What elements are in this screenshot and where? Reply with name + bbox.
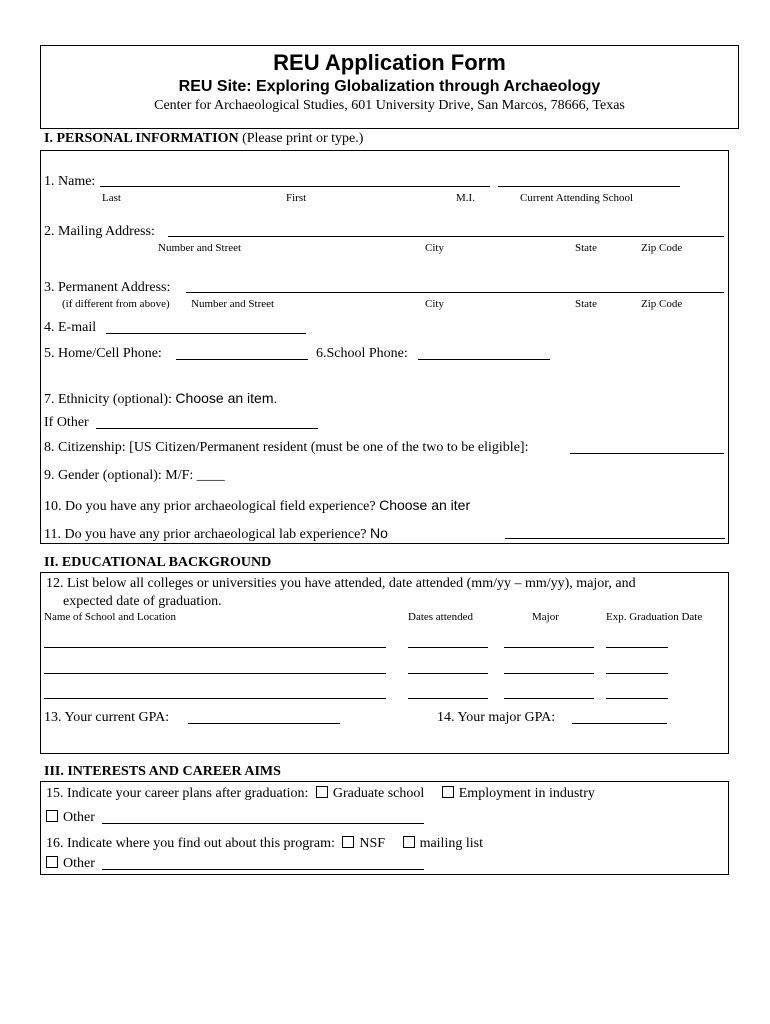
form-subtitle: REU Site: Exploring Globalization through Archaeology bbox=[178, 78, 601, 95]
q16-other-row bbox=[46, 856, 95, 872]
field-exp-row bbox=[44, 497, 470, 515]
section1-heading bbox=[44, 131, 363, 147]
lab-exp-dropdown[interactable]: No bbox=[370, 525, 388, 541]
school-row2-input[interactable] bbox=[44, 673, 386, 674]
permanent-state-caption: State bbox=[575, 298, 597, 310]
career-other-label: Other bbox=[63, 810, 95, 825]
col-school: Name of School and Location bbox=[44, 611, 176, 623]
mailing-list-label: mailing list bbox=[419, 836, 483, 851]
nsf-label: NSF bbox=[359, 836, 386, 851]
email-input[interactable] bbox=[106, 333, 306, 334]
mailing-input[interactable] bbox=[168, 236, 724, 237]
lab-exp-label: 11. Do you have any prior archaeological lab experience? bbox=[44, 527, 370, 542]
source-other-checkbox[interactable] bbox=[46, 856, 58, 868]
mailing-list-checkbox[interactable] bbox=[403, 836, 415, 848]
name-label: 1. Name: bbox=[44, 174, 96, 189]
industry-checkbox[interactable] bbox=[442, 786, 454, 798]
mailing-state-caption: State bbox=[575, 242, 597, 254]
lab-exp-input[interactable] bbox=[505, 538, 725, 539]
form-address: Center for Archaeological Studies, 601 University Drive, San Marcos, 78666, Texas bbox=[154, 98, 625, 113]
mailing-street-caption: Number and Street bbox=[158, 242, 242, 254]
q12-text-line1: 12. List below all colleges or universities you have attended, date attended (mm/yy – mm/yy), major, and bbox=[46, 576, 636, 591]
school-row3-input[interactable] bbox=[44, 698, 386, 699]
major-row1-input[interactable] bbox=[504, 647, 594, 648]
citizenship-input[interactable] bbox=[570, 453, 724, 454]
field-exp-label: 10. Do you have any prior archaeological field experience? bbox=[44, 499, 380, 514]
q16-row bbox=[46, 836, 483, 852]
dates-row1-input[interactable] bbox=[408, 647, 488, 648]
email-label: 4. E-mail bbox=[44, 320, 97, 335]
permanent-street-caption: Number and Street bbox=[191, 298, 275, 310]
grad-row1-input[interactable] bbox=[606, 647, 668, 648]
major-row2-input[interactable] bbox=[504, 673, 594, 674]
mailing-zip-caption: Zip Code bbox=[641, 242, 683, 254]
ethnicity-row bbox=[44, 390, 277, 408]
dates-row3-input[interactable] bbox=[408, 698, 488, 699]
dates-row2-input[interactable] bbox=[408, 673, 488, 674]
col-dates: Dates attended bbox=[408, 611, 474, 623]
ethnicity-label: 7. Ethnicity (optional): bbox=[44, 392, 176, 407]
form-title: REU Application Form bbox=[273, 50, 506, 75]
permanent-city-caption: City bbox=[425, 298, 444, 310]
career-other-input[interactable] bbox=[102, 823, 424, 824]
if-other-label: If Other bbox=[44, 415, 89, 430]
grad-school-checkbox[interactable] bbox=[316, 786, 328, 798]
col-major: Major bbox=[532, 611, 559, 623]
mailing-city-caption: City bbox=[425, 242, 444, 254]
q15-row bbox=[46, 786, 595, 802]
gpa-label: 13. Your current GPA: bbox=[44, 710, 170, 725]
gender-label: 9. Gender (optional): M/F: ____ bbox=[44, 468, 225, 483]
name-last-caption: Last bbox=[102, 192, 121, 204]
permanent-input[interactable] bbox=[186, 292, 724, 293]
gpa-input[interactable] bbox=[188, 723, 340, 724]
section3-heading: III. INTERESTS AND CAREER AIMS bbox=[44, 764, 281, 779]
field-exp-dropdown[interactable]: Choose an iter bbox=[379, 497, 471, 513]
school-phone-label: 6.School Phone: bbox=[316, 346, 408, 361]
q12-text-line2: expected date of graduation. bbox=[63, 594, 222, 609]
permanent-zip-caption: Zip Code bbox=[641, 298, 683, 310]
major-row3-input[interactable] bbox=[504, 698, 594, 699]
name-mi-caption: M.I. bbox=[456, 192, 475, 204]
major-gpa-label: 14. Your major GPA: bbox=[437, 710, 556, 725]
name-input[interactable] bbox=[100, 186, 490, 187]
section1-note: (Please print or type.) bbox=[238, 131, 364, 146]
q16-label: 16. Indicate where you find out about this program: bbox=[46, 836, 335, 851]
name-first-caption: First bbox=[286, 192, 307, 204]
grad-row2-input[interactable] bbox=[606, 673, 668, 674]
col-grad: Exp. Graduation Date bbox=[606, 611, 703, 623]
ethnicity-other-input[interactable] bbox=[96, 428, 318, 429]
source-other-input[interactable] bbox=[102, 869, 424, 870]
section2-heading: II. EDUCATIONAL BACKGROUND bbox=[44, 555, 272, 570]
grad-row3-input[interactable] bbox=[606, 698, 668, 699]
school-caption: Current Attending School bbox=[520, 192, 634, 204]
school-phone-input[interactable] bbox=[418, 359, 550, 360]
major-gpa-input[interactable] bbox=[572, 723, 667, 724]
q15-other-row bbox=[46, 810, 95, 826]
ethnicity-dropdown[interactable]: Choose an item. bbox=[175, 390, 278, 406]
lab-exp-row bbox=[44, 525, 388, 543]
permanent-label: 3. Permanent Address: bbox=[44, 280, 171, 295]
mailing-label: 2. Mailing Address: bbox=[44, 224, 155, 239]
section1-title: I. PERSONAL INFORMATION bbox=[44, 131, 239, 146]
career-other-checkbox[interactable] bbox=[46, 810, 58, 822]
nsf-checkbox[interactable] bbox=[342, 836, 354, 848]
industry-label: Employment in industry bbox=[458, 786, 595, 801]
phone-input[interactable] bbox=[176, 359, 308, 360]
phone-label: 5. Home/Cell Phone: bbox=[44, 346, 162, 361]
q15-label: 15. Indicate your career plans after graduation: bbox=[46, 786, 309, 801]
citizenship-label: 8. Citizenship: [US Citizen/Permanent resident (must be one of the two to be eligible]: bbox=[44, 440, 529, 455]
permanent-diff-caption: (if different from above) bbox=[62, 298, 170, 310]
grad-school-label: Graduate school bbox=[332, 786, 425, 801]
source-other-label: Other bbox=[63, 856, 95, 871]
school-row1-input[interactable] bbox=[44, 647, 386, 648]
school-input[interactable] bbox=[498, 186, 680, 187]
